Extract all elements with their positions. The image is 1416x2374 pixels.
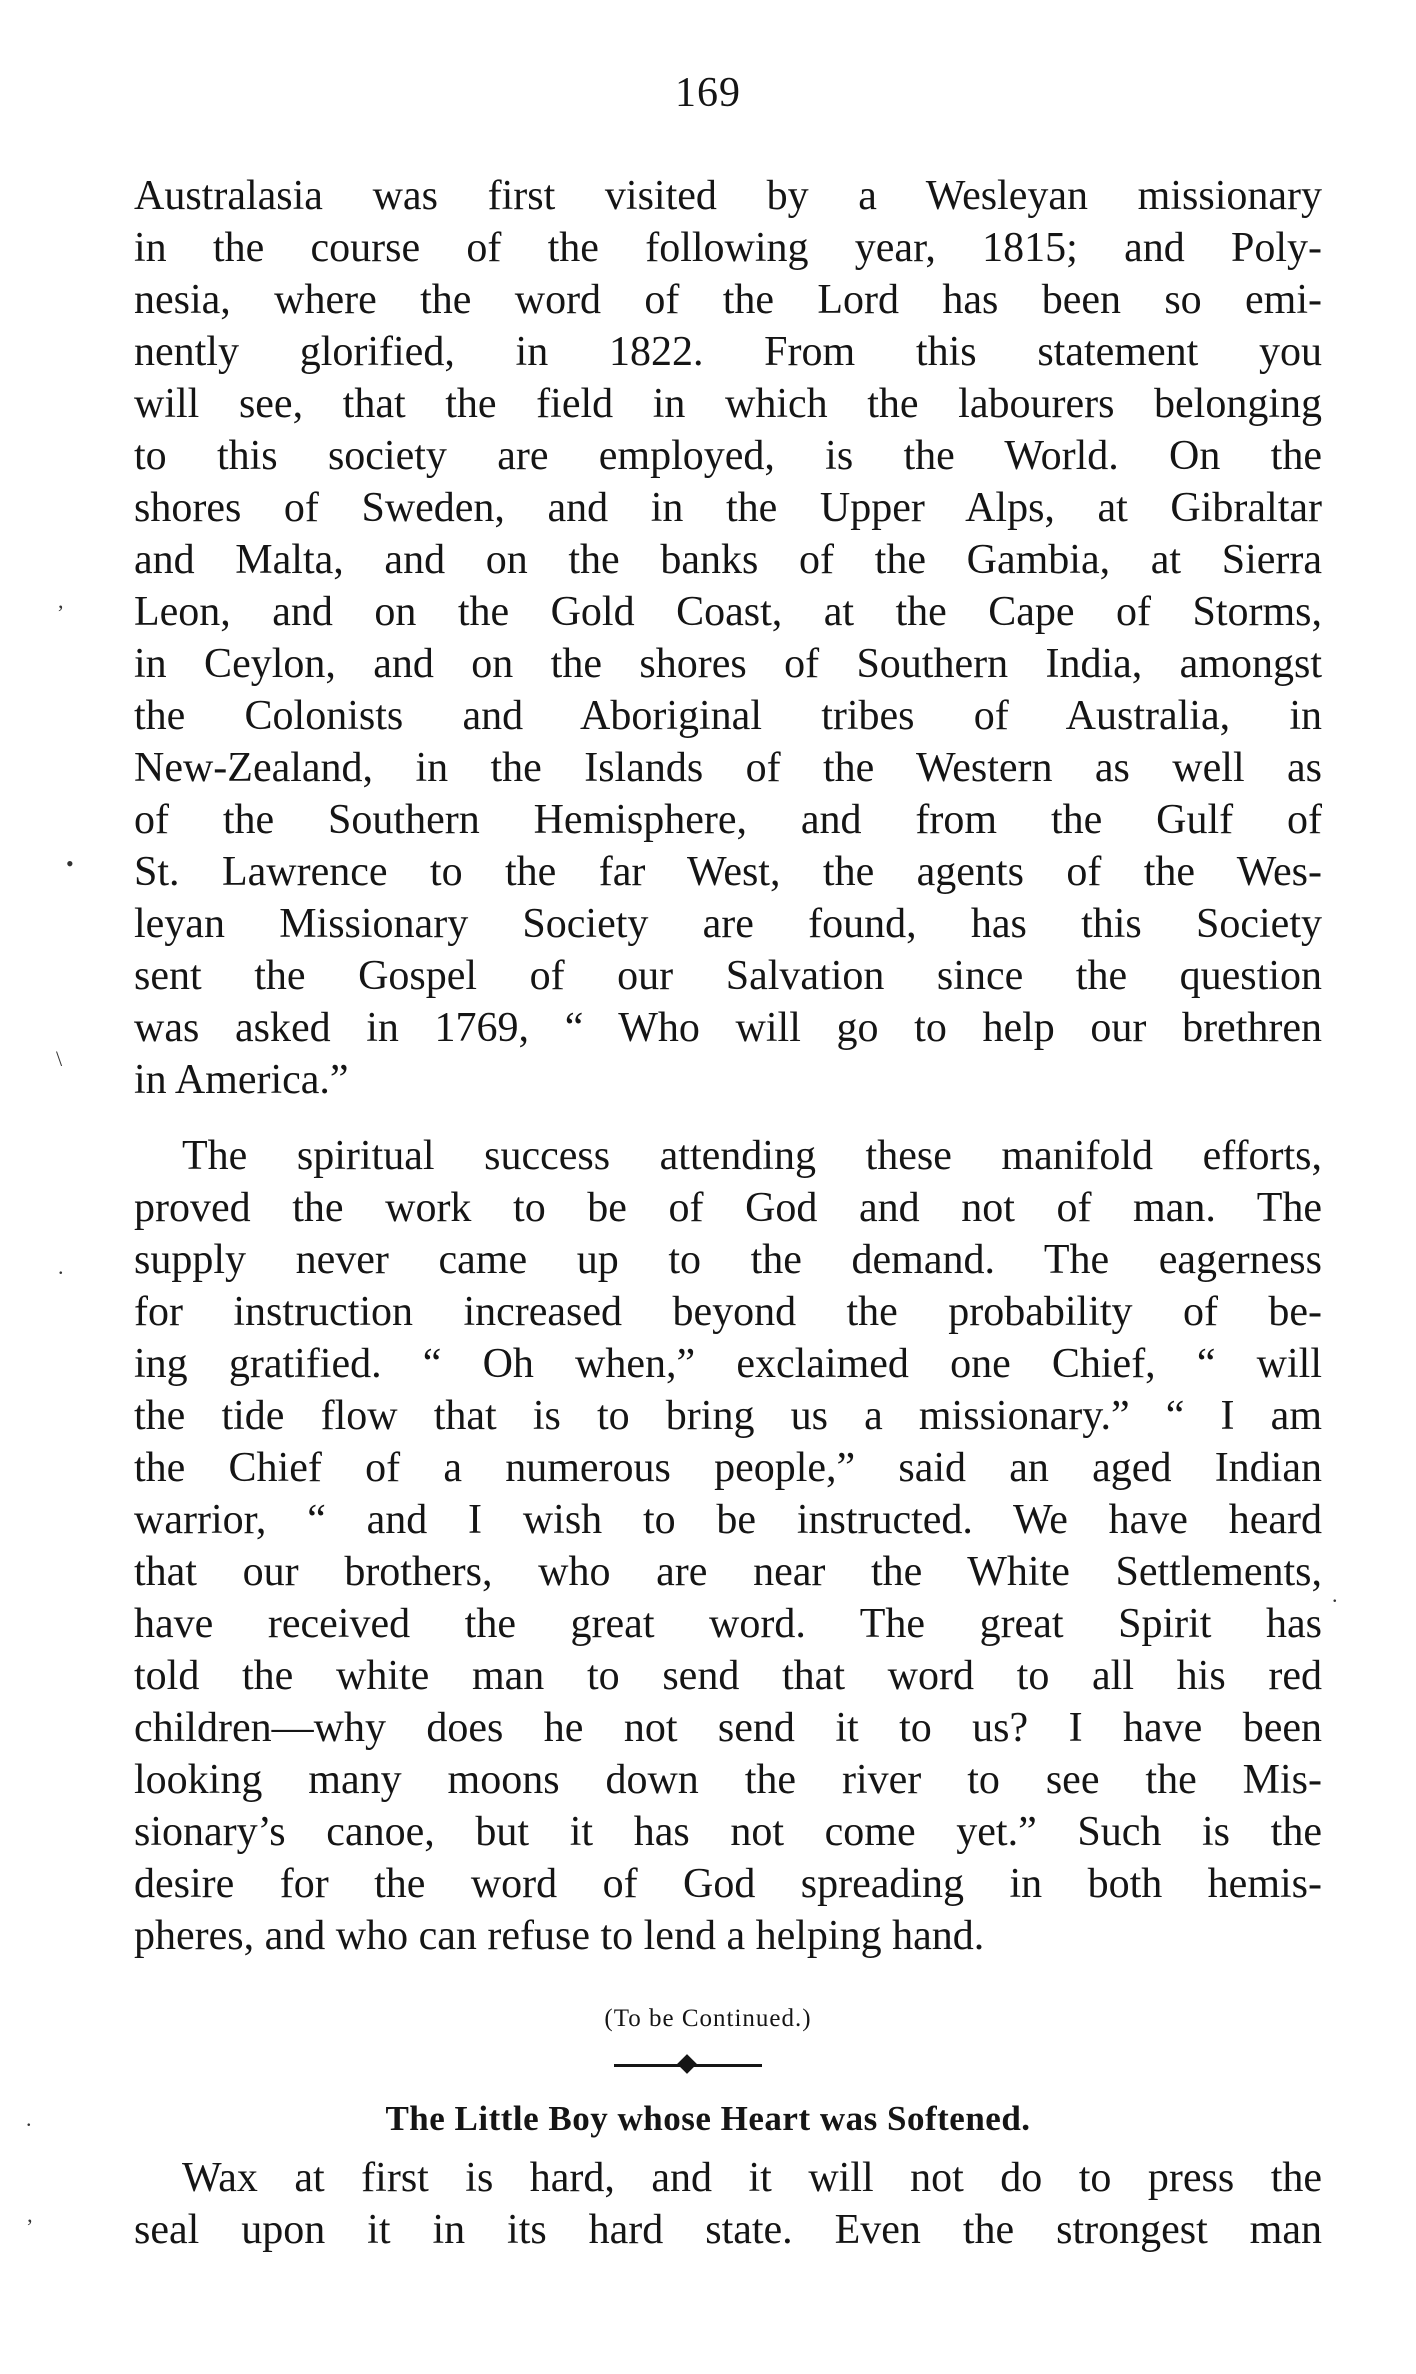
text-line: pheres, and who can refuse to lend a helping hand.: [134, 1913, 985, 1959]
margin-mark: •: [66, 851, 74, 876]
text-line: sent the Gospel of our Salvation since the question: [134, 953, 1322, 999]
text-line: the tide flow that is to bring us a missionary.” “ I am: [134, 1393, 1322, 1439]
to-be-continued-note: (To be Continued.): [604, 2005, 812, 2032]
text-line: told the white man to send that word to all his red: [134, 1653, 1322, 1699]
text-line: the Colonists and Aboriginal tribes of Australia, in: [134, 693, 1322, 739]
text-line: in America.”: [134, 1057, 349, 1103]
text-line: and Malta, and on the banks of the Gambia, at Sierra: [134, 537, 1322, 583]
text-line: children—why does he not send it to us? I have been: [134, 1705, 1322, 1751]
text-line: supply never came up to the demand. The eagerness: [134, 1237, 1322, 1283]
margin-mark: \: [56, 1046, 63, 1071]
margin-mark: .: [1332, 1582, 1338, 1607]
text-line: that our brothers, who are near the White Settlements,: [134, 1549, 1322, 1595]
text-line: to this society are employed, is the World. On the: [134, 433, 1322, 479]
text-line: proved the work to be of God and not of man. The: [134, 1185, 1322, 1231]
text-line: ing gratified. “ Oh when,” exclaimed one Chief, “ will: [134, 1341, 1322, 1387]
text-line: Leon, and on the Gold Coast, at the Cape of Storms,: [134, 589, 1322, 635]
page-number: 169: [675, 70, 741, 116]
text-line: for instruction increased beyond the probability of be-: [134, 1289, 1322, 1335]
paragraph-1: [134, 170, 1322, 1106]
text-line: sionary’s canoe, but it has not come yet.” Such is the: [134, 1809, 1322, 1855]
margin-mark: ’: [26, 2214, 34, 2239]
paragraph-2: [134, 1130, 1322, 1962]
text-line: in Ceylon, and on the shores of Southern India, amongst: [134, 641, 1322, 687]
text-line: in the course of the following year, 1815; and Poly-: [134, 225, 1322, 271]
text-line: looking many moons down the river to see the Mis-: [134, 1757, 1322, 1803]
text-line: Wax at first is hard, and it will not do to press the: [182, 2155, 1322, 2201]
text-line: seal upon it in its hard state. Even the strongest man: [134, 2207, 1322, 2253]
text-line: was asked in 1769, “ Who will go to help our brethren: [134, 1005, 1322, 1051]
text-line: the Chief of a numerous people,” said an aged Indian: [134, 1445, 1322, 1491]
margin-mark: ,: [58, 588, 64, 613]
text-line: nently glorified, in 1822. From this statement you: [134, 329, 1322, 375]
text-line: desire for the word of God spreading in both hemis-: [134, 1861, 1322, 1907]
text-line: have received the great word. The great Spirit has: [134, 1601, 1322, 1647]
section-heading: The Little Boy whose Heart was Softened.: [385, 2099, 1031, 2138]
text-line: New-Zealand, in the Islands of the Western as well as: [134, 745, 1322, 791]
divider-diamond-ornament: [677, 2054, 697, 2074]
paragraph-3: [134, 2152, 1322, 2256]
text-line: The spiritual success attending these manifold efforts,: [182, 1133, 1322, 1179]
text-line: warrior, “ and I wish to be instructed. We have heard: [134, 1497, 1322, 1543]
margin-mark: .: [58, 1254, 64, 1279]
text-line: leyan Missionary Society are found, has this Society: [134, 901, 1322, 947]
margin-mark: .: [26, 2106, 32, 2131]
text-line: of the Southern Hemisphere, and from the Gulf of: [134, 797, 1322, 843]
text-line: St. Lawrence to the far West, the agents of the Wes-: [134, 849, 1322, 895]
text-line: nesia, where the word of the Lord has been so emi-: [134, 277, 1322, 323]
text-line: Australasia was first visited by a Wesleyan missionary: [134, 173, 1322, 219]
text-line: shores of Sweden, and in the Upper Alps, at Gibraltar: [134, 485, 1322, 531]
text-line: will see, that the field in which the labourers belonging: [134, 381, 1322, 427]
